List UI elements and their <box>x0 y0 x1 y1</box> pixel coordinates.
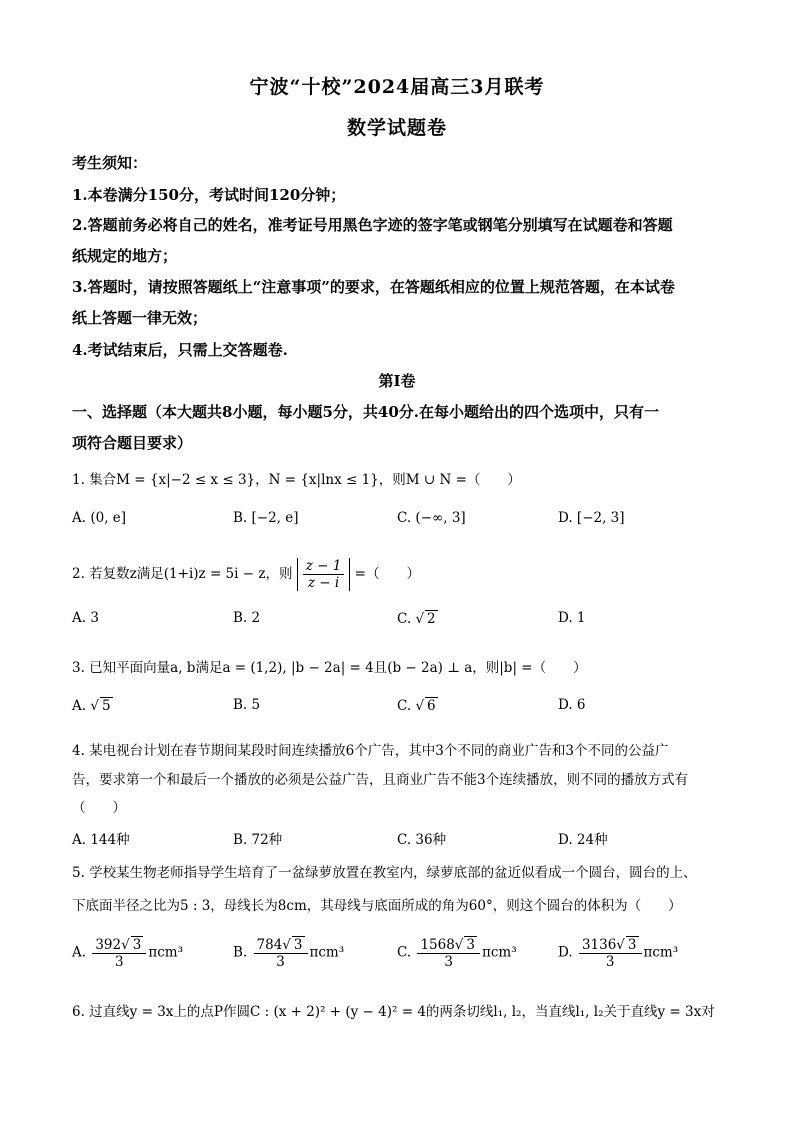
q5-option-a: A. $\frac{392√ 3}{3}$ πcm³ <box>72 937 183 970</box>
q2-fraction-den: z − i <box>307 575 340 591</box>
q3-option-c: C. √ 6 <box>397 698 436 714</box>
q2-stem-prefix: 2. 若复数z满足(1+i)z = 5i − z，则 <box>72 566 293 582</box>
exam-subtitle: 数学试题卷 <box>346 117 447 139</box>
notice-item: 纸规定的地方； <box>72 247 178 265</box>
q1-option-d: D. [−2, 3] <box>558 510 625 526</box>
q2-option-c: C. √ 2 <box>397 611 436 627</box>
question-2-stem <box>72 558 722 591</box>
q3-option-c-radicand: 6 <box>427 698 436 714</box>
q2-option-b: B. 2 <box>233 610 261 626</box>
q2-option-d: D. 1 <box>558 610 586 626</box>
q2-fraction-num: z − 1 <box>303 558 345 575</box>
question-4-line: 告，要求第一个和最后一个播放的必须是公益广告，且商业广告不能3个连续播放，则不同的播放方式有 <box>72 772 689 788</box>
q5-option-c: C. $\frac{1568√ 3}{3}$ πcm³ <box>397 937 517 970</box>
q2-fraction <box>303 558 345 591</box>
q4-option-c: C. 36种 <box>397 832 447 848</box>
section-heading: 一、选择题（本大题共8小题，每小题5分，共40分.在每小题给出的四个选项中，只有一 <box>72 403 659 421</box>
question-3-stem: 3. 已知平面向量a, b满足a = (1,2), |b − 2a| = 4且(b − 2a) ⊥ a，则|b| =（ ） <box>72 660 587 676</box>
q2-option-c-radicand: 2 <box>427 611 436 627</box>
question-1-stem: 1. 集合M = {x|−2 ≤ x ≤ 3}，N = {x|lnx ≤ 1}，则M ∪ N =（ ） <box>72 472 521 488</box>
q3-option-a: A. √ 5 <box>72 698 111 714</box>
question-6-line: 6. 过直线y = 3x上的点P作圆C : (x + 2)² + (y − 4)² = 4的两条切线l₁, l₂，当直线l₁, l₂关于直线y = 3x对 <box>72 1004 715 1020</box>
q2-option-a: A. 3 <box>72 610 99 626</box>
exam-title: 宁波“十校”2024届高三3月联考 <box>249 76 545 98</box>
question-4-line: （ ） <box>72 800 126 816</box>
q4-option-a: A. 144种 <box>72 832 130 848</box>
notice-item: 3.答题时，请按照答题纸上“注意事项”的要求，在答题纸相应的位置上规范答题，在本试卷 <box>72 278 675 296</box>
q4-option-b: B. 72种 <box>233 832 283 848</box>
q3-option-d: D. 6 <box>558 697 586 713</box>
q2-stem-suffix: =（ ） <box>354 566 420 582</box>
notice-item: 4.考试结束后，只需上交答题卷. <box>72 341 288 359</box>
q5-option-d: D. $\frac{3136√ 3}{3}$ πcm³ <box>558 937 679 970</box>
q1-option-a: A. (0, e] <box>72 510 127 526</box>
q5-option-b: B. $\frac{784√ 3}{3}$ πcm³ <box>233 937 345 970</box>
q1-option-b: B. [−2, e] <box>233 510 299 526</box>
q2-abs-fraction <box>297 558 351 591</box>
q4-option-d: D. 24种 <box>558 832 608 848</box>
notice-item: 纸上答题一律无效； <box>72 309 208 327</box>
part-heading: 第Ⅰ卷 <box>378 372 416 390</box>
q3-option-b: B. 5 <box>233 697 261 713</box>
question-5-line: 下底面半径之比为5 : 3，母线长为8cm，其母线与底面所成的角为60°，则这个圆台的体积为（ ） <box>72 898 682 914</box>
question-5-line: 5. 学校某生物老师指导学生培育了一盆绿萝放置在教室内，绿萝底部的盆近似看成一个圆台，圆台的上、 <box>72 865 697 881</box>
notice-heading: 考生须知： <box>72 154 148 172</box>
section-heading-cont: 项符合题目要求） <box>72 434 193 452</box>
q3-option-a-radicand: 5 <box>101 698 111 714</box>
q1-option-c: C. (−∞, 3] <box>397 510 466 526</box>
question-4-line: 4. 某电视台计划在春节期间某段时间连续播放6个广告，其中3个不同的商业广告和3个不同的公益广 <box>72 743 669 759</box>
notice-item: 2.答题前务必将自己的姓名，准考证号用黑色字迹的签字笔或钢笔分别填写在试题卷和答题 <box>72 216 673 234</box>
notice-item: 1.本卷满分150分，考试时间120分钟； <box>72 186 346 204</box>
